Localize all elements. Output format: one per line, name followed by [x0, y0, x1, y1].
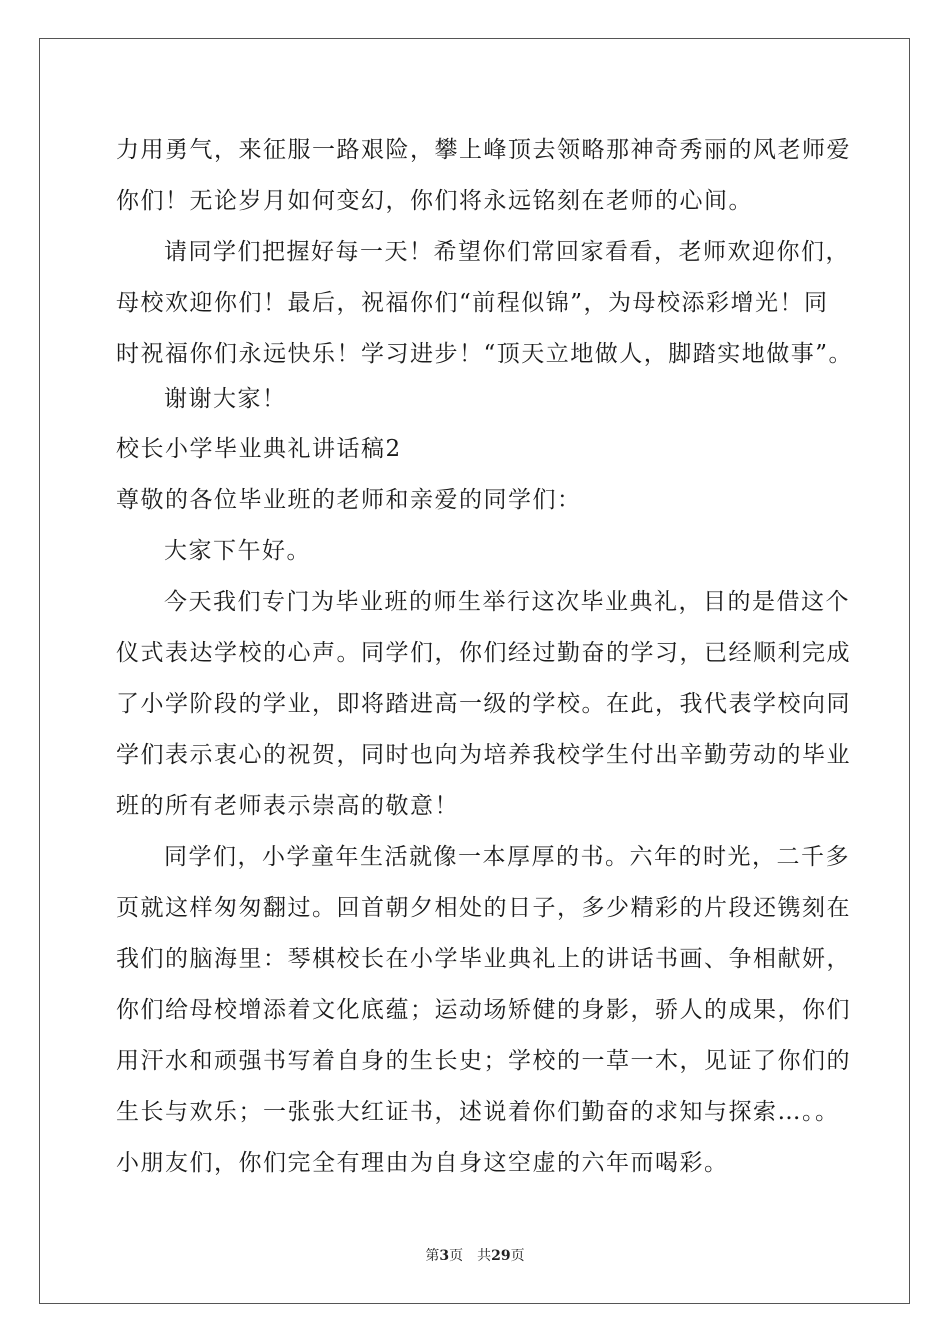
- text-line: 页就这样匆匆翻过。回首朝夕相处的日子，多少精彩的片段还镌刻在: [116, 895, 851, 921]
- text-line: 生长与欢乐；一张张大红证书，述说着你们勤奋的求知与探索…。。: [116, 1099, 840, 1125]
- page-footer: [0, 1246, 950, 1266]
- text-line: 了小学阶段的学业，即将踏进高一级的学校。在此，我代表学校向同: [116, 691, 851, 717]
- text-line: 母校欢迎你们！最后，祝福你们“前程似锦”，为母校添彩增光！同: [116, 290, 829, 316]
- paragraph-start: 请同学们把握好每一天！希望你们常回家看看，老师欢迎你们，: [164, 239, 850, 265]
- text-line: 我们的脑海里：琴棋校长在小学毕业典礼上的讲话书画、争相献妍，: [116, 946, 851, 972]
- page-prefix: 第: [425, 1248, 440, 1264]
- text-line: 班的所有老师表示崇高的敬意！: [116, 793, 459, 819]
- paragraph-start: 同学们，小学童年生活就像一本厚厚的书。六年的时光，二千多: [164, 844, 850, 870]
- total-pages: 29: [491, 1248, 511, 1264]
- page-suffix: 页: [449, 1248, 464, 1264]
- text-line: 用汗水和顽强书写着自身的生长史；学校的一草一木，见证了你们的: [116, 1048, 851, 1074]
- text-line: 你们！无论岁月如何变幻，你们将永远铭刻在老师的心间。: [116, 188, 753, 214]
- salutation: 尊敬的各位毕业班的老师和亲爱的同学们：: [116, 487, 582, 513]
- text-line: 力用勇气，来征服一路艰险，攀上峰顶去领略那神奇秀丽的风老师爱: [116, 137, 851, 163]
- greeting: 大家下午好。: [164, 538, 311, 564]
- section-title: 校长小学毕业典礼讲话稿2: [116, 436, 402, 462]
- text-line: 时祝福你们永远快乐！学习进步！“顶天立地做人，脚踏实地做事”。: [116, 341, 854, 367]
- paragraph-start: 今天我们专门为毕业班的师生举行这次毕业典礼，目的是借这个: [164, 589, 850, 615]
- page-number: 3: [439, 1248, 450, 1264]
- text-line: 你们给母校增添着文化底蕴；运动场矫健的身影，骄人的成果，你们: [116, 997, 851, 1023]
- total-prefix: 共: [477, 1248, 492, 1264]
- text-line: 学们表示衷心的祝贺，同时也向为培养我校学生付出辛勤劳动的毕业: [116, 742, 851, 768]
- paragraph-start: 谢谢大家！: [164, 386, 287, 412]
- text-line: 仪式表达学校的心声。同学们，你们经过勤奋的学习，已经顺利完成: [116, 640, 851, 666]
- text-line: 小朋友们，你们完全有理由为自身这空虚的六年而喝彩。: [116, 1150, 729, 1176]
- total-suffix: 页: [510, 1248, 525, 1264]
